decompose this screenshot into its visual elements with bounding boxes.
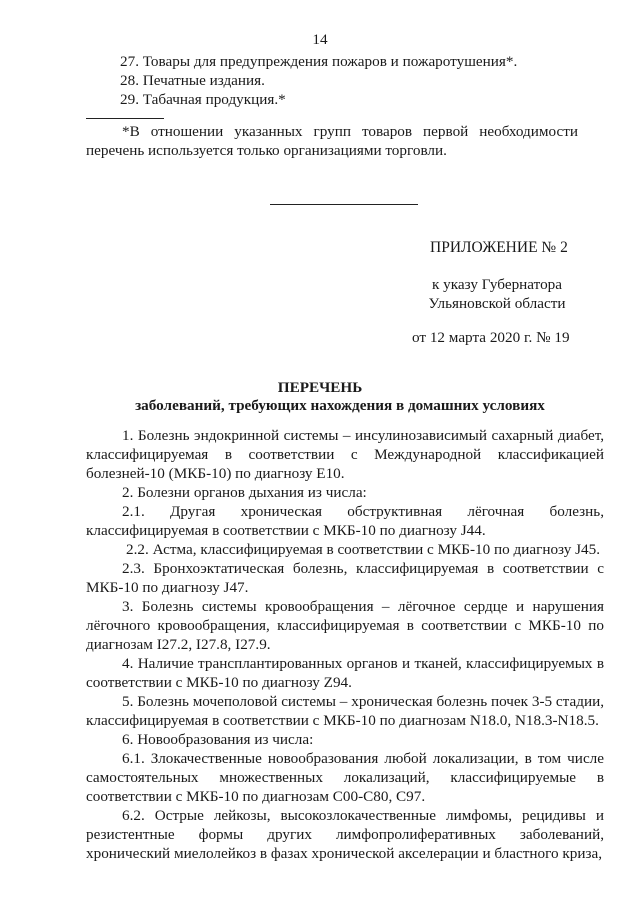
appendix-addressee	[412, 275, 582, 313]
footnote-divider	[86, 118, 164, 119]
appendix-addressee-line: Ульяновской области	[428, 295, 566, 312]
list-item: 28. Печатные издания.	[120, 72, 265, 89]
page-number: 14	[312, 31, 328, 48]
list-item: 29. Табачная продукция.*	[120, 91, 286, 108]
list-item: 6.1. Злокачественные новообразования любой локализации, в том числе самостоятельных множественных локализаций, классифицируемые в соответствии с МКБ-10 по диагнозам С00-С80, С97.	[86, 750, 604, 805]
list-item: 27. Товары для предупреждения пожаров и пожаротушения*.	[120, 53, 518, 70]
page-title: ПЕРЕЧЕНЬ	[277, 379, 363, 396]
list-item: 4. Наличие трансплантированных органов и тканей, классифицируемых в соответствии с МКБ-10 по диагнозу Z94.	[86, 655, 604, 691]
list-item: 1. Болезнь эндокринной системы – инсулинозависимый сахарный диабет, классифицируемая в соответствии с Международной классификацией болезней-10 (МКБ-10) по диагнозу Е10.	[86, 427, 604, 482]
appendix-addressee-line: к указу Губернатора	[431, 276, 563, 293]
list-item: 5. Болезнь мочеполовой системы – хроническая болезнь почек 3-5 стадии, классифицируемая в соответствии с МКБ-10 по диагнозам N18.0, N18.3-N18.5.	[86, 693, 604, 729]
list-item: 2.2. Астма, классифицируемая в соответствии с МКБ-10 по диагнозу J45.	[126, 541, 601, 558]
goods-list	[120, 52, 517, 109]
page-subtitle: заболеваний, требующих нахождения в домашних условиях	[135, 397, 545, 414]
list-item: 2.3. Бронхоэктатическая болезнь, классифицируемая в соответствии с МКБ-10 по диагнозу J47.	[86, 560, 604, 596]
list-item: 3. Болезнь системы кровообращения – лёгочное сердце и нарушения лёгочного кровообращения, классифицируемая в соответствии с МКБ-10 по диагнозам I27.2, I27.8, I27.9.	[86, 598, 604, 653]
disease-list	[86, 426, 604, 863]
list-item: 2.1. Другая хроническая обструктивная лёгочная болезнь, классифицируемая в соответствии с МКБ-10 по диагнозу J44.	[86, 503, 604, 539]
section-divider	[270, 204, 418, 205]
appendix-title: ПРИЛОЖЕНИЕ № 2	[430, 239, 568, 256]
footnote: *В отношении указанных групп товаров первой необходимости перечень используется только организациями торговли.	[86, 123, 578, 159]
list-item: 6. Новообразования из числа:	[122, 731, 314, 748]
list-item: 6.2. Острые лейкозы, высокозлокачественные лимфомы, рецидивы и резистентные формы других лимфопролиферативных заболеваний, хронический миелолейкоз в фазах хронической акселерации и бластного криза,	[86, 807, 604, 862]
appendix-date: от 12 марта 2020 г. № 19	[412, 329, 570, 346]
list-item: 2. Болезни органов дыхания из числа:	[122, 484, 367, 501]
